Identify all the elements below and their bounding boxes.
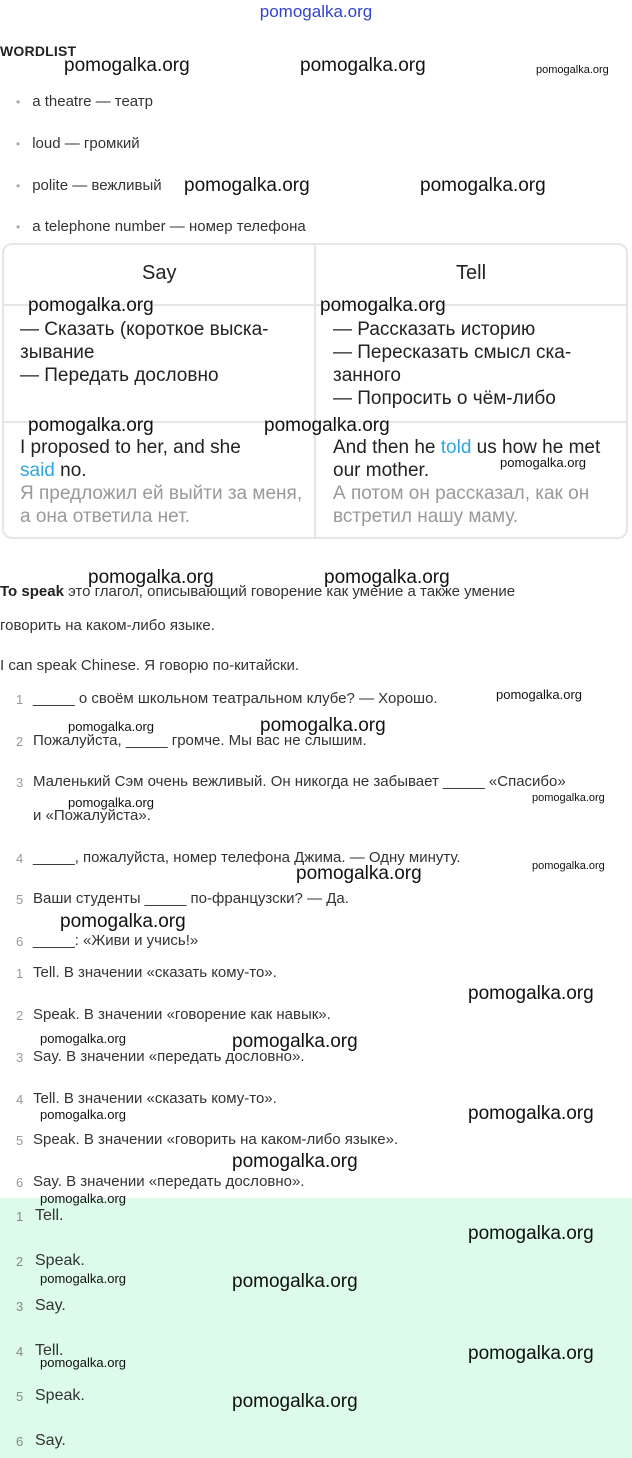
watermark: pomogalka.org <box>496 687 582 702</box>
watermark: pomogalka.org <box>300 55 426 76</box>
task-text: _____ о своём школьном театральном клубе? — Хорошо. <box>33 690 438 707</box>
speak-example: I can speak Chinese. Я говорю по-китайски. <box>0 657 300 674</box>
answer-number: 5 <box>16 1389 24 1404</box>
explanation-text: Tell. В значении «сказать кому-то». <box>33 1090 277 1107</box>
list-item: • loud — громкий <box>16 135 140 152</box>
answer-number: 1 <box>16 1209 24 1224</box>
watermark: pomogalka.org <box>40 1271 126 1286</box>
watermark: pomogalka.org <box>420 175 546 196</box>
answer-number: 3 <box>16 1299 24 1314</box>
watermark: pomogalka.org <box>64 55 190 76</box>
explanation-number: 5 <box>16 1133 24 1148</box>
list-item: • a theatre — театр <box>16 93 154 110</box>
explanation-number: 4 <box>16 1092 24 1107</box>
watermark: pomogalka.org <box>320 295 446 316</box>
say-meanings: — Сказать (короткое выска- зывание — Передать дословно <box>20 319 269 386</box>
explanation-number: 6 <box>16 1175 24 1190</box>
say-example: I proposed to her, and she said no. <box>20 437 241 481</box>
task-text: Пожалуйста, _____ громче. Мы вас не слышим. <box>33 732 367 749</box>
explanation-number: 2 <box>16 1008 24 1023</box>
watermark: pomogalka.org <box>264 415 390 436</box>
watermark: pomogalka.org <box>468 983 594 1004</box>
watermark: pomogalka.org <box>28 295 154 316</box>
tell-example: And then he told us how he met our mother. <box>333 437 601 481</box>
speak-definition: To speak это глагол, описывающий говорение как умение а также умение <box>0 583 516 600</box>
answer-text: Say. <box>35 1432 66 1449</box>
explanation-text: Speak. В значении «говорить на каком-либо языке». <box>33 1131 399 1148</box>
watermark: pomogalka.org <box>260 715 386 736</box>
answer-number: 6 <box>16 1434 24 1449</box>
answer-text: Tell. <box>35 1342 64 1359</box>
task-number: 2 <box>16 734 24 749</box>
watermark: pomogalka.org <box>232 1271 358 1292</box>
explanation-text: Say. В значении «передать дословно». <box>33 1048 305 1065</box>
table-divider <box>314 245 316 537</box>
task-number: 1 <box>16 692 24 707</box>
bullet-icon: • <box>16 137 21 151</box>
watermark: pomogalka.org <box>184 175 310 196</box>
tell-translation: А потом он рассказал, как он встретил нашу маму. <box>333 483 590 527</box>
say-translation: Я предложил ей выйти за меня, а она ответила нет. <box>20 483 303 527</box>
watermark: pomogalka.org <box>500 455 586 470</box>
watermark: pomogalka.org <box>468 1223 594 1244</box>
explanation-text: Say. В значении «передать дословно». <box>33 1173 305 1190</box>
task-text: Ваши студенты _____ по-французски? — Да. <box>33 890 349 907</box>
explanation-number: 1 <box>16 966 24 981</box>
explanation-text: Speak. В значении «говорение как навык». <box>33 1006 331 1023</box>
watermark: pomogalka.org <box>536 64 609 76</box>
explanation-number: 3 <box>16 1050 24 1065</box>
watermark: pomogalka.org <box>232 1031 358 1052</box>
task-text: Маленький Сэм очень вежливый. Он никогда не забывает _____ «Спасибо» <box>33 773 566 790</box>
bullet-icon: • <box>16 95 21 109</box>
watermark: pomogalka.org <box>40 1031 126 1046</box>
bullet-icon: • <box>16 179 21 193</box>
bullet-icon: • <box>16 220 21 234</box>
watermark: pomogalka.org <box>296 863 422 884</box>
watermark: pomogalka.org <box>468 1343 594 1364</box>
watermark: pomogalka.org <box>40 1107 126 1122</box>
list-item: • a telephone number — номер телефона <box>16 218 306 235</box>
list-item: • polite — вежливый <box>16 177 162 194</box>
watermark: pomogalka.org <box>232 1391 358 1412</box>
watermark: pomogalka.org <box>532 860 605 872</box>
task-number: 6 <box>16 934 24 949</box>
top-watermark: pomogalka.org <box>259 2 373 21</box>
header-say: Say <box>142 262 177 284</box>
task-number: 5 <box>16 892 24 907</box>
watermark: pomogalka.org <box>68 795 154 810</box>
watermark: pomogalka.org <box>468 1103 594 1124</box>
task-number: 3 <box>16 775 24 790</box>
task-text: _____: «Живи и учись!» <box>33 932 199 949</box>
watermark: pomogalka.org <box>28 415 154 436</box>
watermark: pomogalka.org <box>60 911 186 932</box>
answer-number: 2 <box>16 1254 24 1269</box>
answer-text: Speak. <box>35 1387 85 1404</box>
tell-meanings: — Рассказать историю — Пересказать смысл ска- занного — Попросить о чём-либо <box>333 319 572 409</box>
watermark: pomogalka.org <box>40 1355 126 1370</box>
answer-text: Say. <box>35 1297 66 1314</box>
watermark: pomogalka.org <box>324 567 450 588</box>
header-tell: Tell <box>456 262 487 284</box>
answer-number: 4 <box>16 1344 24 1359</box>
watermark: pomogalka.org <box>88 567 214 588</box>
task-text-cont: и «Пожалуйста». <box>33 807 151 824</box>
answer-text: Speak. <box>35 1252 85 1269</box>
answer-text: Tell. <box>35 1207 64 1224</box>
watermark: pomogalka.org <box>232 1151 358 1172</box>
task-text: _____, пожалуйста, номер телефона Джима. — Одну минуту. <box>33 849 461 866</box>
wordlist-title: WORDLIST <box>0 43 77 59</box>
watermark: pomogalka.org <box>532 792 605 804</box>
watermark: pomogalka.org <box>40 1191 126 1206</box>
speak-definition-cont: говорить на каком-либо языке. <box>0 617 215 634</box>
explanation-text: Tell. В значении «сказать кому-то». <box>33 964 277 981</box>
task-number: 4 <box>16 851 24 866</box>
watermark: pomogalka.org <box>68 719 154 734</box>
